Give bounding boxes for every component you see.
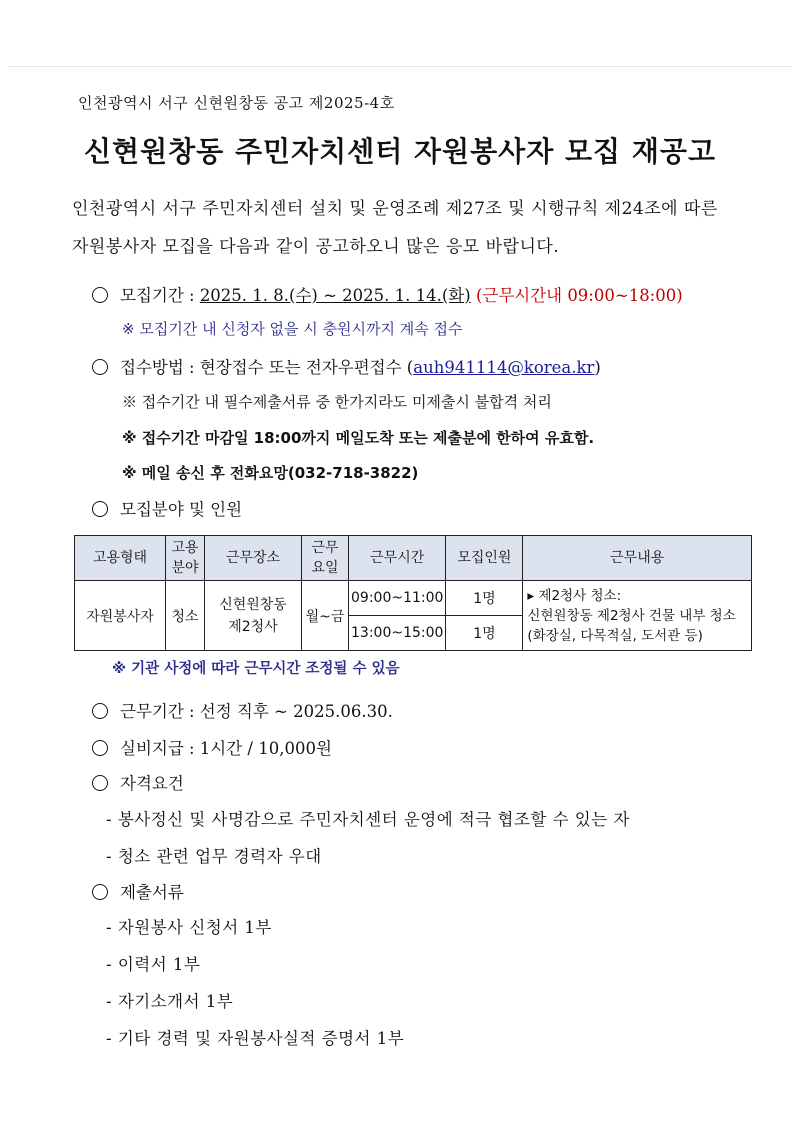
- circle-bullet-icon: [92, 884, 108, 900]
- cell-count: 1명: [446, 581, 523, 616]
- circle-bullet-icon: [92, 287, 108, 303]
- method-row: [92, 354, 601, 378]
- field-row: [92, 496, 242, 520]
- cell-time: 13:00~15:00: [349, 616, 446, 651]
- circle-bullet-icon: [92, 740, 108, 756]
- intro-paragraph: 인천광역시 서구 주민자치센터 설치 및 운영조례 제27조 및 시행규칙 제24조에 따른 자원봉사자 모집을 다음과 같이 공고하오니 많은 응모 바랍니다.: [72, 199, 718, 257]
- period-hours: (근무시간내 09:00~18:00): [475, 286, 683, 305]
- recruit-table: [74, 535, 752, 651]
- docs-row: [92, 879, 184, 903]
- work-period: 근무기간 : 선정 직후 ~ 2025.06.30.: [120, 702, 393, 721]
- qual-label: 자격요건: [120, 774, 184, 793]
- doc-item: - 자기소개서 1부: [106, 992, 234, 1011]
- cell-count: 1명: [446, 616, 523, 651]
- col-header-desc: 근무내용: [523, 536, 752, 581]
- cell-days: 월~금: [302, 581, 349, 651]
- col-header-time: 근무시간: [349, 536, 446, 581]
- col-header-days: 근무 요일: [302, 536, 349, 581]
- method-note-3: ※ 메일 송신 후 전화요망(032-718-3822): [122, 464, 419, 482]
- table-note: ※ 기관 사정에 따라 근무시간 조정될 수 있음: [112, 661, 400, 677]
- method-note-1: ※ 접수기간 내 필수제출서류 중 한가지라도 미제출시 불합격 처리: [122, 393, 552, 411]
- circle-bullet-icon: [92, 359, 108, 375]
- page-title: 신현원창동 주민자치센터 자원봉사자 모집 재공고: [83, 135, 716, 168]
- docs-label: 제출서류: [120, 883, 184, 902]
- cell-place: 신현원창동 제2청사: [205, 581, 302, 651]
- qual-row: [92, 770, 184, 794]
- cell-type: 자원봉사자: [75, 581, 166, 651]
- period-label: 모집기간 :: [120, 286, 200, 305]
- period-row: [92, 282, 683, 306]
- method-label: 접수방법 : 현장접수 또는 전자우편접수 (: [120, 358, 414, 377]
- col-header-field: 고용 분야: [166, 536, 205, 581]
- col-header-type: 고용형태: [75, 536, 166, 581]
- qual-item: - 청소 관련 업무 경력자 우대: [106, 847, 322, 866]
- table-row: [75, 581, 752, 616]
- pay: 실비지급 : 1시간 / 10,000원: [120, 739, 332, 758]
- work-period-row: [92, 698, 393, 722]
- doc-item: - 자원봉사 신청서 1부: [106, 918, 272, 937]
- email-link[interactable]: auh941114@korea.kr: [413, 358, 595, 377]
- circle-bullet-icon: [92, 501, 108, 517]
- page-top-rule: [8, 66, 792, 67]
- cell-field: 청소: [166, 581, 205, 651]
- col-header-count: 모집인원: [446, 536, 523, 581]
- circle-bullet-icon: [92, 703, 108, 719]
- qual-item: - 봉사정신 및 사명감으로 주민자치센터 운영에 적극 협조할 수 있는 자: [106, 810, 630, 829]
- period-dates: 2025. 1. 8.(수) ~ 2025. 1. 14.(화): [199, 286, 471, 305]
- notice-reference: 인천광역시 서구 신현원창동 공고 제2025-4호: [78, 94, 395, 112]
- period-note: ※ 모집기간 내 신청자 없을 시 충원시까지 계속 접수: [122, 320, 463, 338]
- method-close: ): [594, 358, 601, 377]
- col-header-place: 근무장소: [205, 536, 302, 581]
- circle-bullet-icon: [92, 775, 108, 791]
- cell-time: 09:00~11:00: [349, 581, 446, 616]
- doc-item: - 기타 경력 및 자원봉사실적 증명서 1부: [106, 1029, 405, 1048]
- pay-row: [92, 735, 332, 759]
- method-note-2: ※ 접수기간 마감일 18:00까지 메일도착 또는 제출분에 한하여 유효함.: [122, 429, 595, 447]
- cell-desc: ▸ 제2청사 청소: 신현원창동 제2청사 건물 내부 청소 (화장실, 다목적실, 도서관 등): [523, 581, 752, 651]
- field-label: 모집분야 및 인원: [120, 500, 243, 519]
- doc-item: - 이력서 1부: [106, 955, 201, 974]
